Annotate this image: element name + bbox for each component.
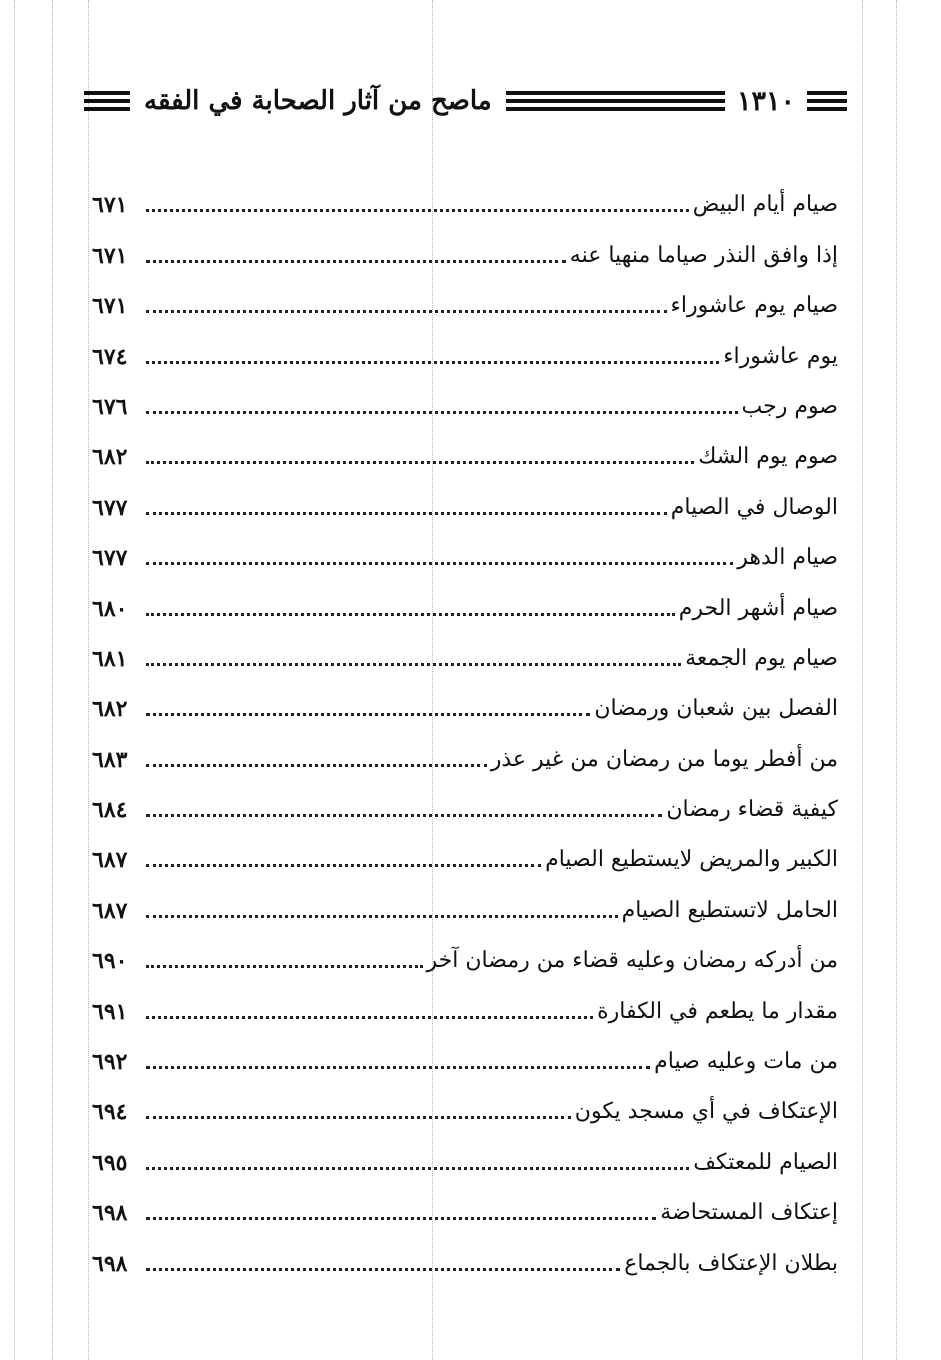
toc-entry-title: من مات وعليه صيام [654,1049,838,1075]
toc-entry-page: ٦٨٧ [92,847,128,874]
dot-leader [146,1167,689,1170]
toc-entry [92,216,838,269]
toc-entry-page: ٦٧٤ [92,343,128,370]
toc-entry [92,418,838,471]
toc-entry [92,1023,838,1076]
toc-entry-title: الوصال في الصيام [670,494,838,520]
toc-entry-page: ٦٩٥ [92,1149,128,1176]
toc-entry-title: صوم رجب [741,393,838,419]
margin-guide-line [14,0,15,1360]
toc-entry-title: إعتكاف المستحاضة [660,1200,838,1226]
toc-entry [92,1123,838,1176]
dot-leader [146,1066,650,1069]
toc-entry [92,620,838,670]
toc-entry-title: كيفية قضاء رمضان [666,797,838,823]
margin-guide-line [862,0,863,1360]
toc-entry-title: صوم يوم الشك [698,444,838,470]
toc-entry-title: صيام أشهر الحرم [678,595,838,621]
toc-entry-title: الكبير والمريض لايستطيع الصيام [545,847,838,873]
toc-entry-page: ٦٩٠ [92,948,128,975]
toc-entry [92,468,838,521]
toc-entry-title: صيام يوم عاشوراء [670,293,838,319]
toc-entry [92,922,838,975]
toc-entry [92,267,838,320]
dot-leader [146,1217,656,1220]
dot-leader [146,1116,571,1119]
toc-entry-title: مقدار ما يطعم في الكفارة [597,998,838,1024]
toc-entry-page: ٦٧٦ [92,393,128,420]
toc-entry-title: الحامل لاتستطيع الصيام [621,897,838,923]
toc-entry [92,720,838,773]
toc-entry-page: ٦٨٢ [92,696,128,723]
toc-entry-title: بطلان الإعتكاف بالجماع [624,1250,838,1276]
dot-leader [146,1016,593,1019]
toc-entry-page: ٦٩٨ [92,1250,128,1277]
dot-leader [146,260,566,263]
dot-leader [146,764,487,767]
dot-leader [146,814,662,817]
margin-guide-line [88,0,89,1360]
page-number: ١٣١٠ [736,85,795,117]
dot-leader [146,1268,620,1271]
toc-entry-page: ٦٨٠ [92,595,128,622]
toc-entry-title: الفصل بين شعبان ورمضان [594,696,838,722]
toc-entry-title: من أدركه رمضان وعليه قضاء من رمضان آخر [426,948,838,974]
dot-leader [146,310,667,313]
toc-entry-title: يوم عاشوراء [723,343,838,369]
toc-entry [92,871,838,924]
toc-entry-page: ٦٧١ [92,242,128,269]
toc-entry [92,821,838,874]
header-rule-middle [506,91,725,111]
toc-entry-title: صيام الدهر [737,545,838,571]
toc-entry-title: الإعتكاف في أي مسجد يكون [574,1099,838,1125]
toc-entry-page: ٦٧١ [92,293,128,320]
dot-leader [146,713,590,716]
toc-entry [92,670,838,723]
dot-leader [146,209,689,212]
toc-entry-title: من أفطر يوما من رمضان من غير عذر [490,746,838,772]
toc-entry-page: ٦٨٤ [92,797,128,824]
toc-entry [92,1073,838,1126]
toc-entry-page: ٦٩١ [92,998,128,1025]
toc-entry-page: ٦٨٢ [92,444,128,471]
table-of-contents [92,166,838,1275]
dot-leader [146,411,738,414]
header-rule-left [84,91,130,111]
toc-entry [92,166,838,219]
toc-entry-page: ٦٧٧ [92,545,128,572]
toc-entry-page: ٦٧١ [92,192,128,219]
toc-entry-page: ٦٨٧ [92,897,128,924]
toc-entry [92,519,838,572]
toc-entry [92,771,838,824]
toc-entry [92,1174,838,1227]
toc-entry-title: صيام يوم الجمعة [685,645,838,671]
toc-entry-page: ٦٨٣ [92,746,128,773]
dot-leader [146,965,423,968]
dot-leader [146,663,681,666]
dot-leader [146,915,618,918]
margin-guide-line [52,0,53,1360]
header-rule-right [807,91,847,111]
running-header [84,84,847,118]
margin-guide-line [896,0,897,1360]
toc-entry-page: ٦٨١ [92,645,128,672]
toc-entry-page: ٦٩٢ [92,1049,128,1076]
dot-leader [146,864,541,867]
dot-leader [146,613,675,616]
toc-entry-page: ٦٧٧ [92,494,128,521]
toc-entry-title: إذا وافق النذر صياما منهيا عنه [569,242,838,268]
toc-entry-title: الصيام للمعتكف [693,1149,838,1175]
toc-entry-page: ٦٩٤ [92,1099,128,1126]
dot-leader [146,512,667,515]
toc-entry-page: ٦٩٨ [92,1200,128,1227]
toc-entry-title: صيام أيام البيض [692,192,838,218]
toc-entry [92,1224,838,1277]
toc-entry [92,368,838,418]
dot-leader [146,361,719,364]
toc-entry [92,569,838,622]
toc-entry [92,317,838,370]
book-title: ماصح من آثار الصحابة في الفقه [144,86,492,116]
dot-leader [146,562,733,565]
dot-leader [146,461,694,464]
toc-entry [92,972,838,1025]
